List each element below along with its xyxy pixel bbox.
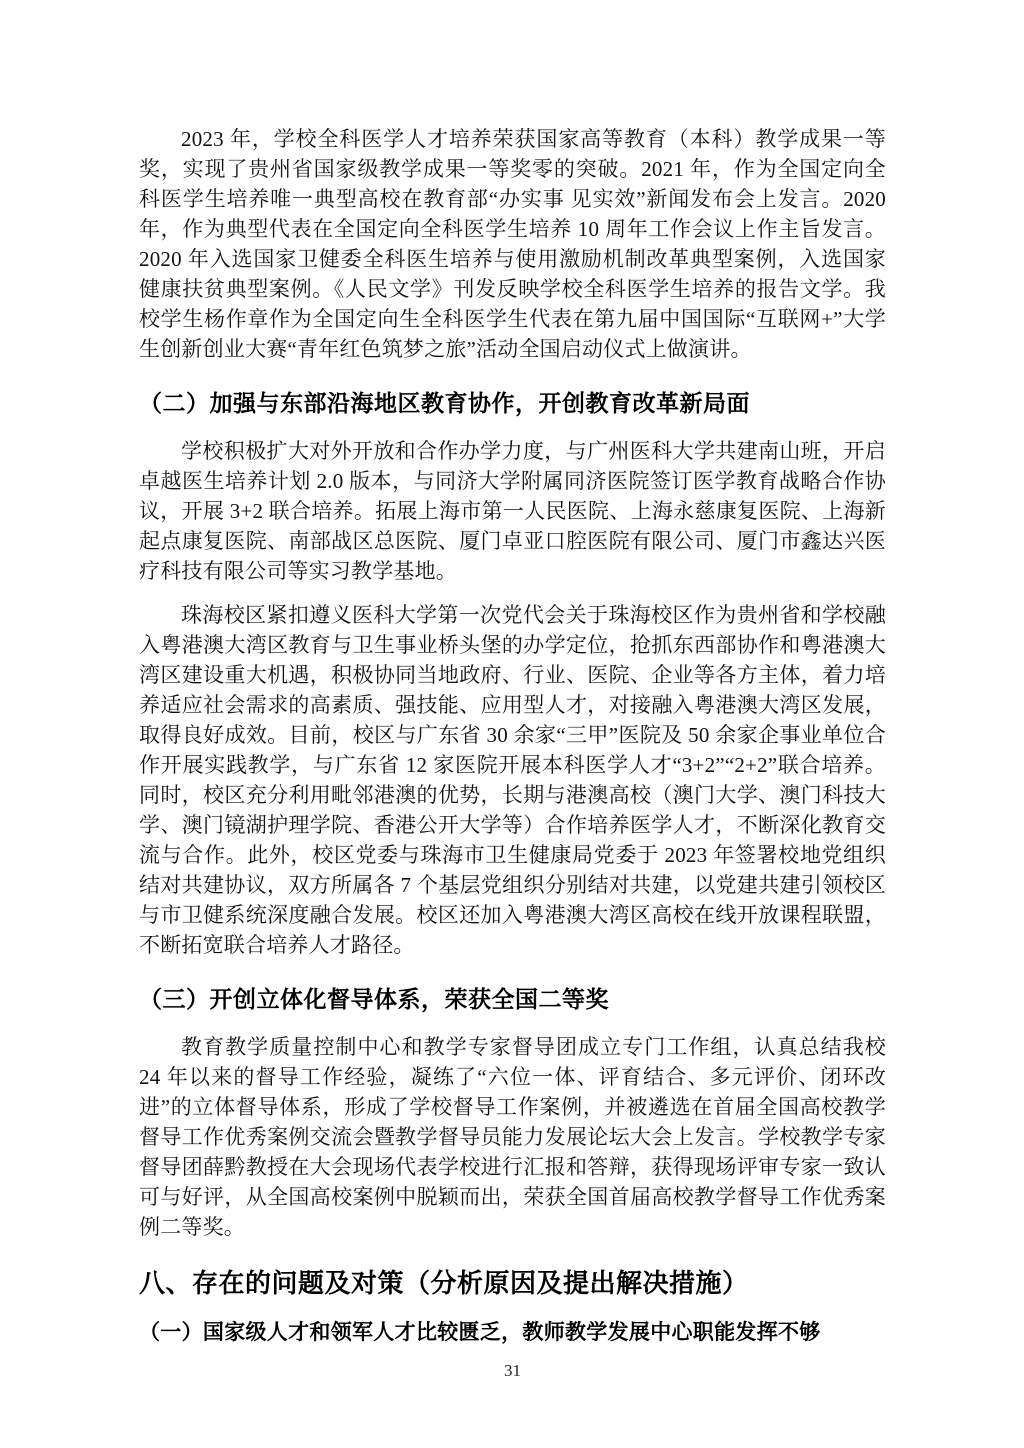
paragraph-supervision-award: 教育教学质量控制中心和教学专家督导团成立专门工作组，认真总结我校 24 年以来的督导工作经验，凝练了“六位一体、评育结合、多元评价、闭环改进”的立体督导体系，形成了学校督导工作案例，并被遴选在首届全国高校教学督导工作优秀案例交流会暨教学督导员能力发展论坛大会上发言。学校教学专家督导团薛黔教授在大会现场代表学校进行汇报和答辩，获得现场评审专家一致认可与好评，从全国高校案例中脱颖而出，荣获全国首届高校教学督导工作优秀案例二等奖。 <box>139 1035 886 1239</box>
paragraph-zhuhai-campus: 珠海校区紧扣遵义医科大学第一次党代会关于珠海校区作为贵州省和学校融入粤港澳大湾区教育与卫生事业桥头堡的办学定位，抢抓东西部协作和粤港澳大湾区建设重大机遇，积极协同当地政府、行业、医院、企业等各方主体，着力培养适应社会需求的高素质、强技能、应用型人才，对接融入粤港澳大湾区发展，取得良好成效。目前，校区与广东省 30 余家“三甲”医院及 50 余家企事业单位合作开展实践教学，与广东省 12 家医院开展本科医学人才“3+2”“2+2”联合培养。同时，校区充分利用毗邻港澳的优势，长期与港澳高校（澳门大学、澳门科技大学、澳门镜湖护理学院、香港公开大学等）合作培养医学人才，不断深化教育交流与合作。此外，校区党委与珠海市卫生健康局党委于 2023 年签署校地党组织结对共建协议，双方所属各 7 个基层党组织分别结对共建，以党建共建引领校区与市卫健系统深度融合发展。校区还加入粤港澳大湾区高校在线开放课程联盟，不断拓宽联合培养人才路径。 <box>139 603 886 957</box>
page-number: 31 <box>504 1361 521 1380</box>
heading-section-8-1-talent-shortage: （一）国家级人才和领军人才比较匮乏，教师教学发展中心职能发挥不够 <box>139 1321 821 1344</box>
heading-chapter-8-problems-and-countermeasures: 八、存在的问题及对策（分析原因及提出解决措施） <box>139 1268 749 1298</box>
heading-section-2-east-coast-cooperation: （二）加强与东部沿海地区教育协作，开创教育改革新局面 <box>139 390 750 416</box>
paragraph-cooperation-hospitals: 学校积极扩大对外开放和合作办学力度，与广州医科大学共建南山班，开启卓越医生培养计划 2.0 版本，与同济大学附属同济医院签订医学教育战略合作协议，开展 3+2 联合培养。拓展上海市第一人民医院、上海永慈康复医院、上海新起点康复医院、南部战区总医院、厦门卓亚口腔医院有限公司、厦门市鑫达兴医疗科技有限公司等实习教学基地。 <box>139 439 886 583</box>
heading-section-3-supervision-system: （三）开创立体化督导体系，荣获全国二等奖 <box>139 986 609 1012</box>
paragraph-national-awards: 2023 年，学校全科医学人才培养荣获国家高等教育（本科）教学成果一等奖，实现了贵州省国家级教学成果一等奖零的突破。2021 年，作为全国定向全科医学生培养唯一典型高校在教育部“办实事 见实效”新闻发布会上发言。2020 年，作为典型代表在全国定向全科医学生培养 10 周年工作会议上作主旨发言。2020 年入选国家卫健委全科医生培养与使用激励机制改革典型案例，入选国家健康扶贫典型案例。《人民文学》刊发反映学校全科医学生培养的报告文学。我校学生杨作章作为全国定向生全科医学生代表在第九届中国国际“互联网+”大学生创新创业大赛“青年红色筑梦之旅”活动全国启动仪式上做演讲。 <box>139 127 886 361</box>
